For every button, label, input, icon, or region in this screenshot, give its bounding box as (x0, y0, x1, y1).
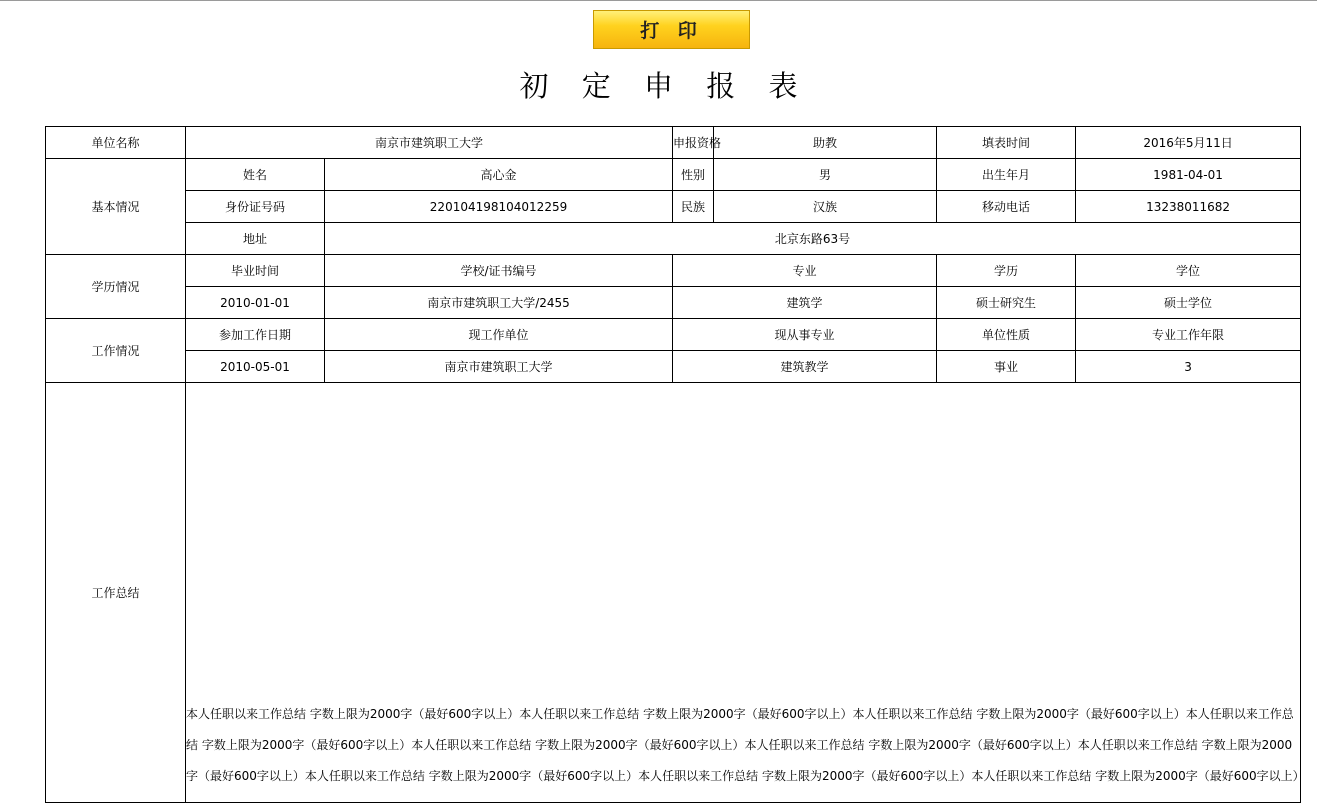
ethnic-label: 民族 (673, 191, 714, 223)
work-header: 专业工作年限 (1076, 319, 1301, 351)
title-char: 表 (768, 69, 798, 103)
work-data-row (46, 351, 1301, 383)
qualification-value: 助教 (714, 127, 937, 159)
education-cell: 2010-01-01 (186, 287, 325, 319)
basic-row-1 (46, 159, 1301, 191)
work-cell: 2010-05-01 (186, 351, 325, 383)
address-value: 北京东路63号 (325, 223, 1301, 255)
ethnic-value: 汉族 (714, 191, 937, 223)
mobile-label: 移动电话 (937, 191, 1076, 223)
education-header: 学校/证书编号 (325, 255, 673, 287)
address-label: 地址 (186, 223, 325, 255)
unit-value: 南京市建筑职工大学 (186, 127, 673, 159)
mobile-value: 13238011682 (1076, 191, 1301, 223)
unit-label: 单位名称 (46, 127, 186, 159)
title-char: 申 (643, 69, 673, 103)
work-section-label: 工作情况 (46, 319, 186, 383)
title-char: 报 (706, 69, 736, 103)
education-section-label: 学历情况 (46, 255, 186, 319)
basic-row-3 (46, 223, 1301, 255)
birth-label: 出生年月 (937, 159, 1076, 191)
education-cell: 南京市建筑职工大学/2455 (325, 287, 673, 319)
work-header: 单位性质 (937, 319, 1076, 351)
id-label: 身份证号码 (186, 191, 325, 223)
birth-value: 1981-04-01 (1076, 159, 1301, 191)
qualification-label: 申报资格 (673, 127, 714, 159)
work-cell: 3 (1076, 351, 1301, 383)
education-header-row (46, 255, 1301, 287)
education-header: 学历 (937, 255, 1076, 287)
work-cell: 建筑教学 (673, 351, 937, 383)
gender-label: 性别 (673, 159, 714, 191)
education-cell: 硕士学位 (1076, 287, 1301, 319)
work-header: 现工作单位 (325, 319, 673, 351)
title-char: 初 (519, 69, 549, 103)
unit-row (46, 127, 1301, 159)
education-cell: 硕士研究生 (937, 287, 1076, 319)
work-header: 参加工作日期 (186, 319, 325, 351)
work-header-row (46, 319, 1301, 351)
fill-date-value: 2016年5月11日 (1076, 127, 1301, 159)
fill-date-label: 填表时间 (937, 127, 1076, 159)
top-divider (0, 0, 1317, 1)
title-char: 定 (581, 69, 611, 103)
print-button[interactable]: 打 印 (593, 10, 750, 49)
declaration-form-table (45, 126, 1305, 803)
education-header: 专业 (673, 255, 937, 287)
gender-value: 男 (714, 159, 937, 191)
page-title (0, 64, 1317, 105)
summary-row (46, 383, 1301, 803)
education-data-row (46, 287, 1301, 319)
name-value: 高心金 (325, 159, 673, 191)
work-cell: 事业 (937, 351, 1076, 383)
education-header: 学位 (1076, 255, 1301, 287)
work-cell: 南京市建筑职工大学 (325, 351, 673, 383)
education-cell: 建筑学 (673, 287, 937, 319)
basic-row-2 (46, 191, 1301, 223)
work-header: 现从事专业 (673, 319, 937, 351)
basic-section-label: 基本情况 (46, 159, 186, 255)
id-value: 220104198104012259 (325, 191, 673, 223)
education-header: 毕业时间 (186, 255, 325, 287)
name-label: 姓名 (186, 159, 325, 191)
summary-label: 工作总结 (46, 383, 186, 803)
summary-text: 本人任职以来工作总结 字数上限为2000字（最好600字以上）本人任职以来工作总结 字数上限为2000字（最好600字以上）本人任职以来工作总结 字数上限为2000字（最好600字以上）本人任职以来工作总结 字数上限为2000字（最好600字以上）本人任职以来工作总结 字数上限为2000字（最好600字以上）本人任职以来工作总结 字数上限为2000字（最好600字以上）本人任职以来工作总结 字数上限为2000字（最好600字以上）本人任职以来工作总结 字数上限为2000字（最好600字以上）本人任职以来工作总结 字数上限为2000字（最好600字以上）本人任职以来工作总结 字数上限为2000字（最好600字以上） (186, 383, 1301, 803)
